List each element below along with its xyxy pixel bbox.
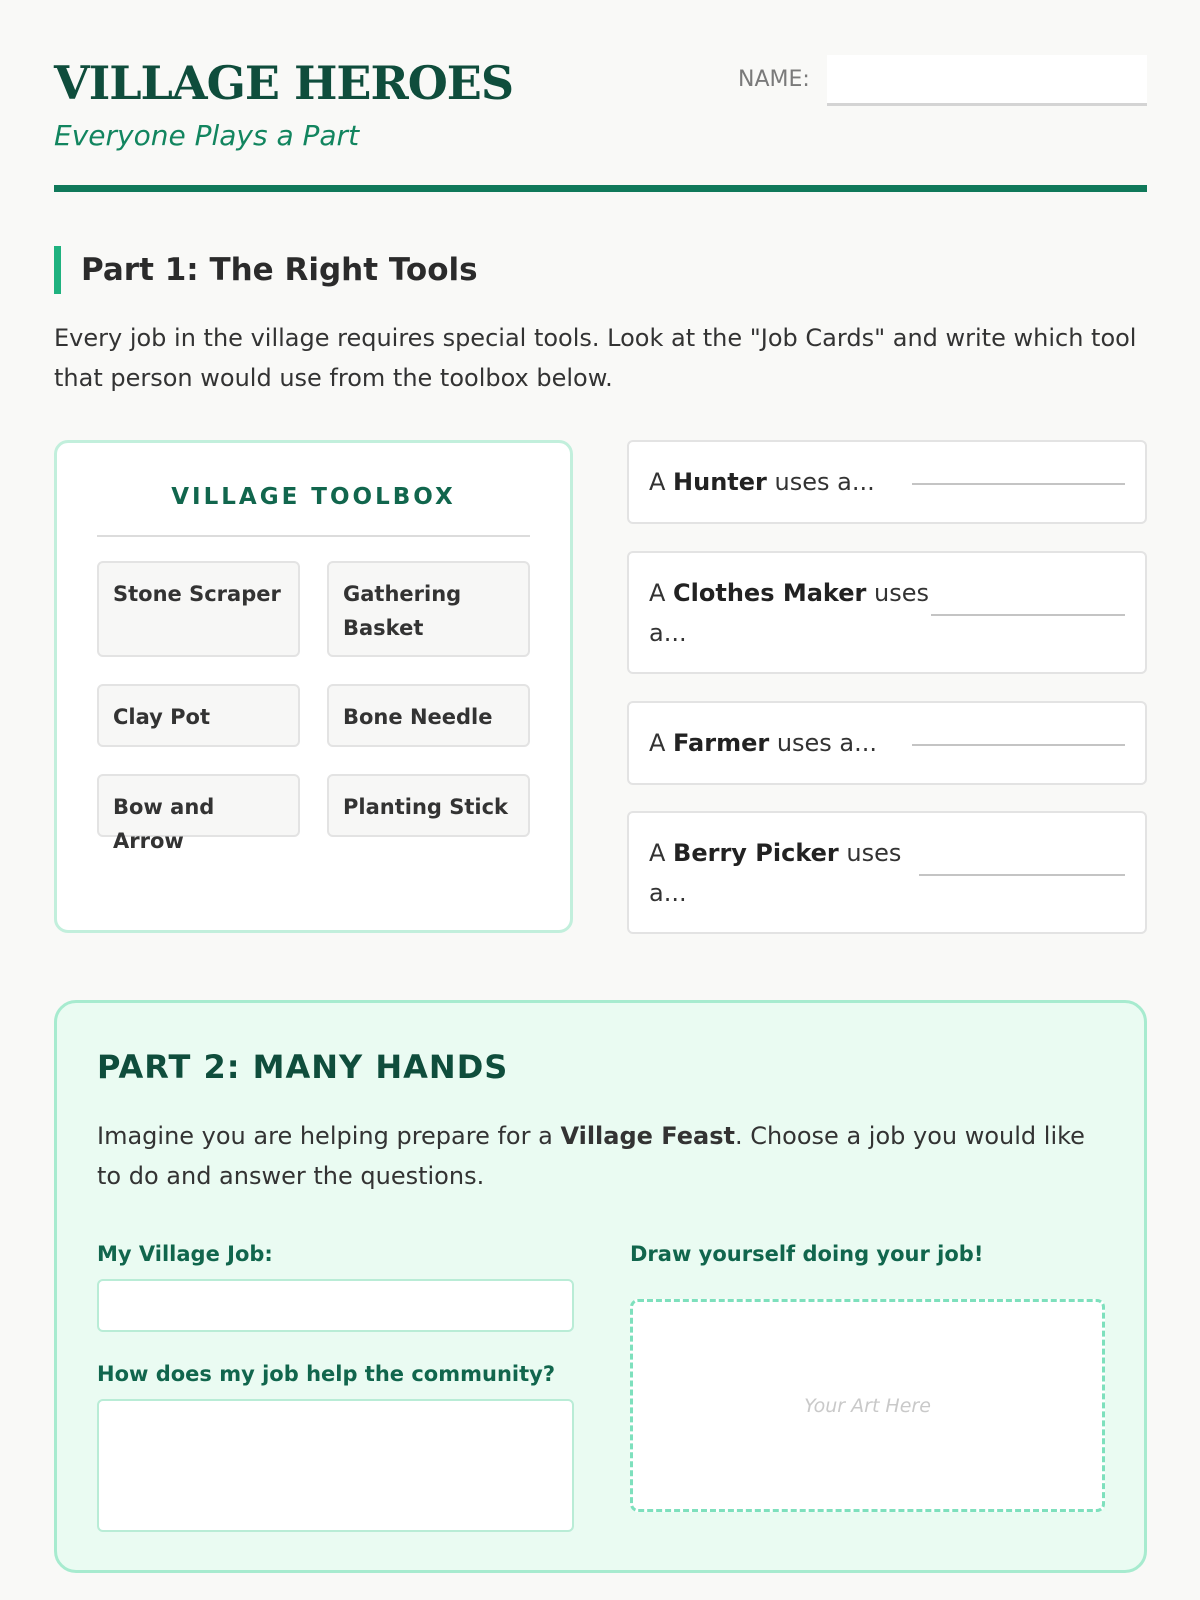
job-card-berry-picker — [627, 811, 1147, 934]
job-card-farmer — [627, 701, 1147, 785]
worksheet-header — [54, 55, 1147, 195]
art-placeholder: Your Art Here — [804, 1394, 931, 1417]
job-card-text: A Clothes Maker uses a... — [649, 579, 929, 647]
part2-heading: PART 2: MANY HANDS — [97, 1048, 509, 1086]
job-name: Clothes Maker — [673, 579, 867, 607]
answer-line[interactable] — [912, 483, 1125, 485]
tool-card: Clay Pot — [97, 684, 300, 747]
drawing-area[interactable] — [630, 1299, 1105, 1512]
page-subtitle: Everyone Plays a Part — [54, 119, 360, 152]
part2-section — [54, 1000, 1147, 1573]
draw-label: Draw yourself doing your job! — [630, 1242, 984, 1266]
toolbox-title: VILLAGE TOOLBOX — [97, 481, 530, 537]
answer-line[interactable] — [931, 614, 1125, 616]
header-divider — [54, 185, 1147, 192]
village-job-label: My Village Job: — [97, 1242, 273, 1266]
page-title: VILLAGE HEROES — [54, 56, 514, 110]
job-card-clothes-maker — [627, 551, 1147, 674]
tool-card: Bone Needle — [327, 684, 530, 747]
name-label: NAME: — [738, 67, 810, 92]
worksheet-page — [54, 0, 1147, 1600]
answer-line[interactable] — [919, 874, 1125, 876]
job-card-hunter — [627, 440, 1147, 524]
tool-card: Stone Scraper — [97, 561, 300, 657]
community-help-field[interactable] — [97, 1399, 574, 1532]
job-name: Berry Picker — [673, 839, 839, 867]
job-card-text: A Hunter uses a... — [649, 468, 875, 496]
tool-card: Bow and Arrow — [97, 774, 300, 837]
village-feast-text: Village Feast — [560, 1122, 735, 1150]
part2-instructions: Imagine you are helping prepare for a Village Feast. Choose a job you would like to do and answer the questions. — [97, 1122, 1085, 1190]
tool-card: Gathering Basket — [327, 561, 530, 657]
part1-instructions: Every job in the village requires special tools. Look at the "Job Cards" and write which tool that person would use from the toolbox below. — [54, 324, 1137, 392]
village-job-field[interactable] — [97, 1279, 574, 1332]
job-card-text: A Farmer uses a... — [649, 729, 878, 757]
tool-card: Planting Stick — [327, 774, 530, 837]
village-toolbox — [54, 440, 573, 933]
answer-line[interactable] — [912, 744, 1125, 746]
job-name: Hunter — [673, 468, 767, 496]
part1-heading: Part 1: The Right Tools — [54, 246, 478, 294]
name-input[interactable] — [827, 55, 1147, 106]
community-help-label: How does my job help the community? — [97, 1362, 556, 1386]
job-name: Farmer — [673, 729, 770, 757]
job-card-text: A Berry Picker uses a... — [649, 839, 902, 907]
